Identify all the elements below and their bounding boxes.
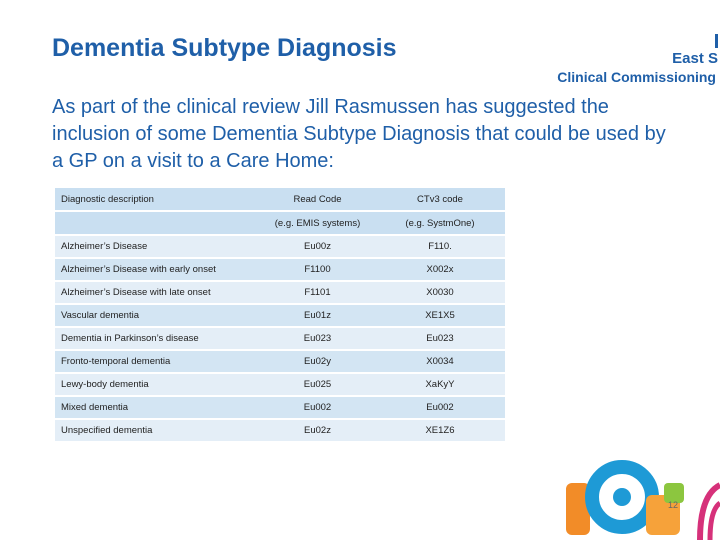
deco-blue-dot [613,488,631,506]
slide-title: Dementia Subtype Diagnosis [52,34,397,62]
cell-read-code: Eu01z [260,304,375,327]
cell-ctv3-code: Eu023 [375,327,505,350]
cell-ctv3-code: X002x [375,258,505,281]
table-row [55,350,505,373]
subheader-ctv3-code: (e.g. SystmOne) [375,211,505,235]
table-row [55,281,505,304]
header-description: Diagnostic description [55,188,260,211]
logo-line-2: Clinical Commissioning [557,69,716,85]
cell-read-code: F1101 [260,281,375,304]
subheader-blank [55,211,260,235]
intro-paragraph: As part of the clinical review Jill Rasmussen has suggested the inclusion of some Dementia Subtype Diagnosis that could be used by a GP on a visit to a Care Home: [52,96,666,172]
cell-description: Alzheimer’s Disease [55,235,260,258]
cell-description: Lewy-body dementia [55,373,260,396]
table-row [55,419,505,442]
cell-read-code: Eu02y [260,350,375,373]
header-ctv3-code: CTv3 code [375,188,505,211]
header-read-code: Read Code [260,188,375,211]
cell-description: Unspecified dementia [55,419,260,442]
cell-ctv3-code: X0034 [375,350,505,373]
diagnosis-code-table [55,188,505,443]
cell-read-code: Eu02z [260,419,375,442]
cell-description: Fronto-temporal dementia [55,350,260,373]
ccg-logo [552,42,720,92]
cell-description: Alzheimer’s Disease with late onset [55,281,260,304]
cell-ctv3-code: X0030 [375,281,505,304]
table-row [55,258,505,281]
cell-ctv3-code: XE1Z6 [375,419,505,442]
page-number: 12 [668,500,679,510]
table-row [55,327,505,350]
cell-read-code: Eu00z [260,235,375,258]
cell-description: Alzheimer’s Disease with early onset [55,258,260,281]
deco-magenta-arc-2 [710,503,720,540]
cell-description: Mixed dementia [55,396,260,419]
table-row [55,235,505,258]
cell-ctv3-code: F110. [375,235,505,258]
cell-description: Vascular dementia [55,304,260,327]
subheader-read-code: (e.g. EMIS systems) [260,211,375,235]
table-header-row [55,188,505,211]
table-row [55,373,505,396]
logo-line-1: East S [672,50,718,67]
cell-read-code: F1100 [260,258,375,281]
decorative-graphic [560,455,720,540]
logo-bar [715,34,718,48]
table-row [55,304,505,327]
cell-read-code: Eu002 [260,396,375,419]
table-row [55,396,505,419]
cell-read-code: Eu023 [260,327,375,350]
cell-description: Dementia in Parkinson’s disease [55,327,260,350]
cell-ctv3-code: Eu002 [375,396,505,419]
cell-ctv3-code: XE1X5 [375,304,505,327]
table-subheader-row [55,211,505,235]
cell-ctv3-code: XaKyY [375,373,505,396]
cell-read-code: Eu025 [260,373,375,396]
